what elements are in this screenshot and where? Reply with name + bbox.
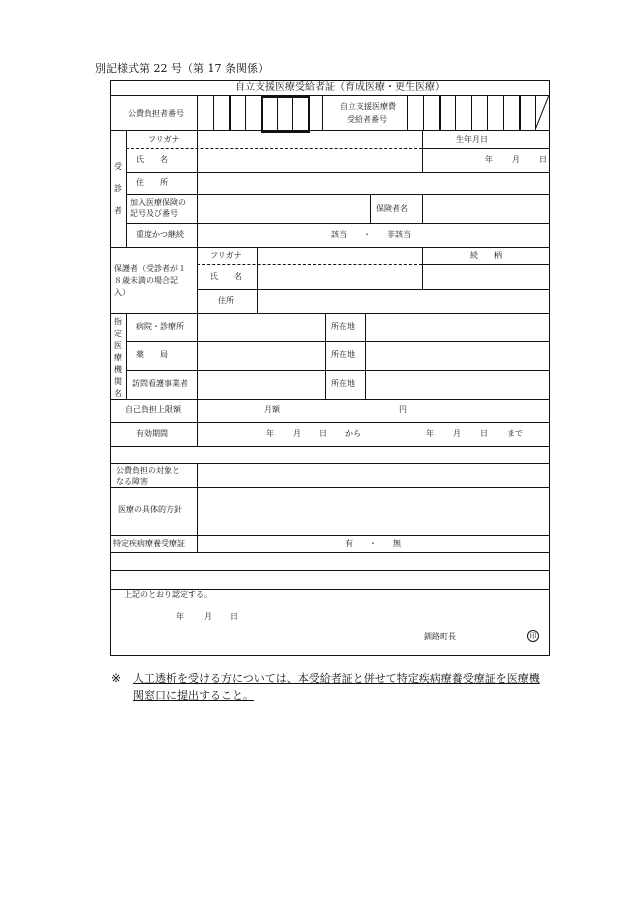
facility-section-char-7: 名	[114, 389, 122, 398]
hospital-location-label: 所在地	[331, 322, 355, 331]
payer-number-label: 公費負担者番号	[128, 109, 184, 118]
guardian-name-label: 氏 名	[210, 272, 242, 281]
facility-section-char-1: 指	[114, 317, 122, 326]
severe-continuous-label: 重度かつ継続	[136, 230, 184, 239]
certify-year: 年	[176, 612, 184, 621]
certify-month: 月	[204, 612, 212, 621]
insurance-label-1: 加入医療保険の	[130, 198, 186, 207]
payer-number-check-box[interactable]	[261, 96, 310, 133]
note-line-1: 人工透析を受ける方については、本受給者証と併せて特定疾病療養受療証を医療機	[133, 672, 540, 685]
guardian-label-3: 入）	[114, 288, 130, 297]
validity-label: 有効期間	[136, 429, 168, 438]
recipient-section-char-1: 受	[114, 162, 122, 171]
birth-day: 日	[539, 155, 547, 164]
guardian-label-2: ８歳未満の場合記	[114, 276, 178, 285]
guardian-relation-label: 続 柄	[470, 251, 502, 260]
recipient-section-char-2: 診	[114, 184, 122, 193]
guardian-label-1: 保護者（受診者が１	[114, 264, 186, 273]
insurance-label-2: 記号及び番号	[130, 209, 178, 218]
specific-disease-label: 特定疾病療養受療証	[113, 539, 185, 548]
copay-label: 自己負担上限額	[125, 405, 181, 414]
facility-section-char-4: 療	[114, 353, 122, 362]
seal-mark: 印	[527, 630, 539, 642]
certify-day: 日	[230, 612, 238, 621]
copay-yen: 円	[399, 405, 407, 414]
policy-label: 医療の具体的方針	[118, 505, 182, 514]
validity-from-day: 日	[319, 429, 327, 438]
facility-section-char-6: 関	[114, 377, 122, 386]
birthdate-label: 生年月日	[456, 135, 488, 144]
note-line-2: 関窓口に提出すること。	[133, 689, 254, 702]
nursing-label: 訪問看護事業者	[132, 379, 188, 388]
validity-to-day: 日	[480, 429, 488, 438]
recipient-name-label: 氏 名	[136, 155, 168, 164]
validity-to-year: 年	[426, 429, 434, 438]
guardian-furigana-label: フリガナ	[210, 251, 242, 260]
disability-label-1: 公費負担の対象と	[116, 466, 180, 475]
birth-year: 年	[485, 155, 493, 164]
validity-from-month: 月	[293, 429, 301, 438]
birth-month: 月	[512, 155, 520, 164]
diagonal-slash	[535, 95, 549, 130]
pharmacy-label: 薬 局	[136, 350, 168, 359]
issuer-label: 釧路町長	[424, 632, 456, 641]
facility-section-char-2: 定	[114, 329, 122, 338]
recipient-number-label-2: 受給者番号	[347, 115, 387, 124]
guardian-address-label: 住所	[218, 296, 234, 305]
form-number: 別記様式第 22 号（第 17 条関係）	[95, 62, 269, 75]
validity-to: まで	[507, 429, 523, 438]
specific-disease-options: 有 ・ 無	[345, 539, 401, 548]
pharmacy-location-label: 所在地	[331, 350, 355, 359]
certify-text: 上記のとおり認定する。	[124, 590, 212, 599]
validity-from-year: 年	[266, 429, 274, 438]
note-mark: ※	[111, 671, 122, 685]
recipient-address-label: 住 所	[136, 178, 168, 187]
insurer-label: 保険者名	[376, 204, 408, 213]
nursing-location-label: 所在地	[331, 379, 355, 388]
facility-section-char-5: 機	[114, 365, 122, 374]
validity-to-month: 月	[453, 429, 461, 438]
copay-monthly: 月額	[264, 405, 280, 414]
recipient-furigana-label: フリガナ	[148, 135, 180, 144]
disability-label-2: なる障害	[116, 477, 148, 486]
severe-continuous-options: 該当 ・ 非該当	[331, 230, 411, 239]
hospital-label: 病院・診療所	[136, 322, 184, 331]
recipient-number-label-1: 自立支援医療費	[340, 102, 396, 111]
validity-from: から	[345, 429, 361, 438]
form-title: 自立支援医療受給者証（育成医療・更生医療）	[235, 82, 445, 93]
recipient-section-char-3: 者	[114, 206, 122, 215]
facility-section-char-3: 医	[114, 341, 122, 350]
